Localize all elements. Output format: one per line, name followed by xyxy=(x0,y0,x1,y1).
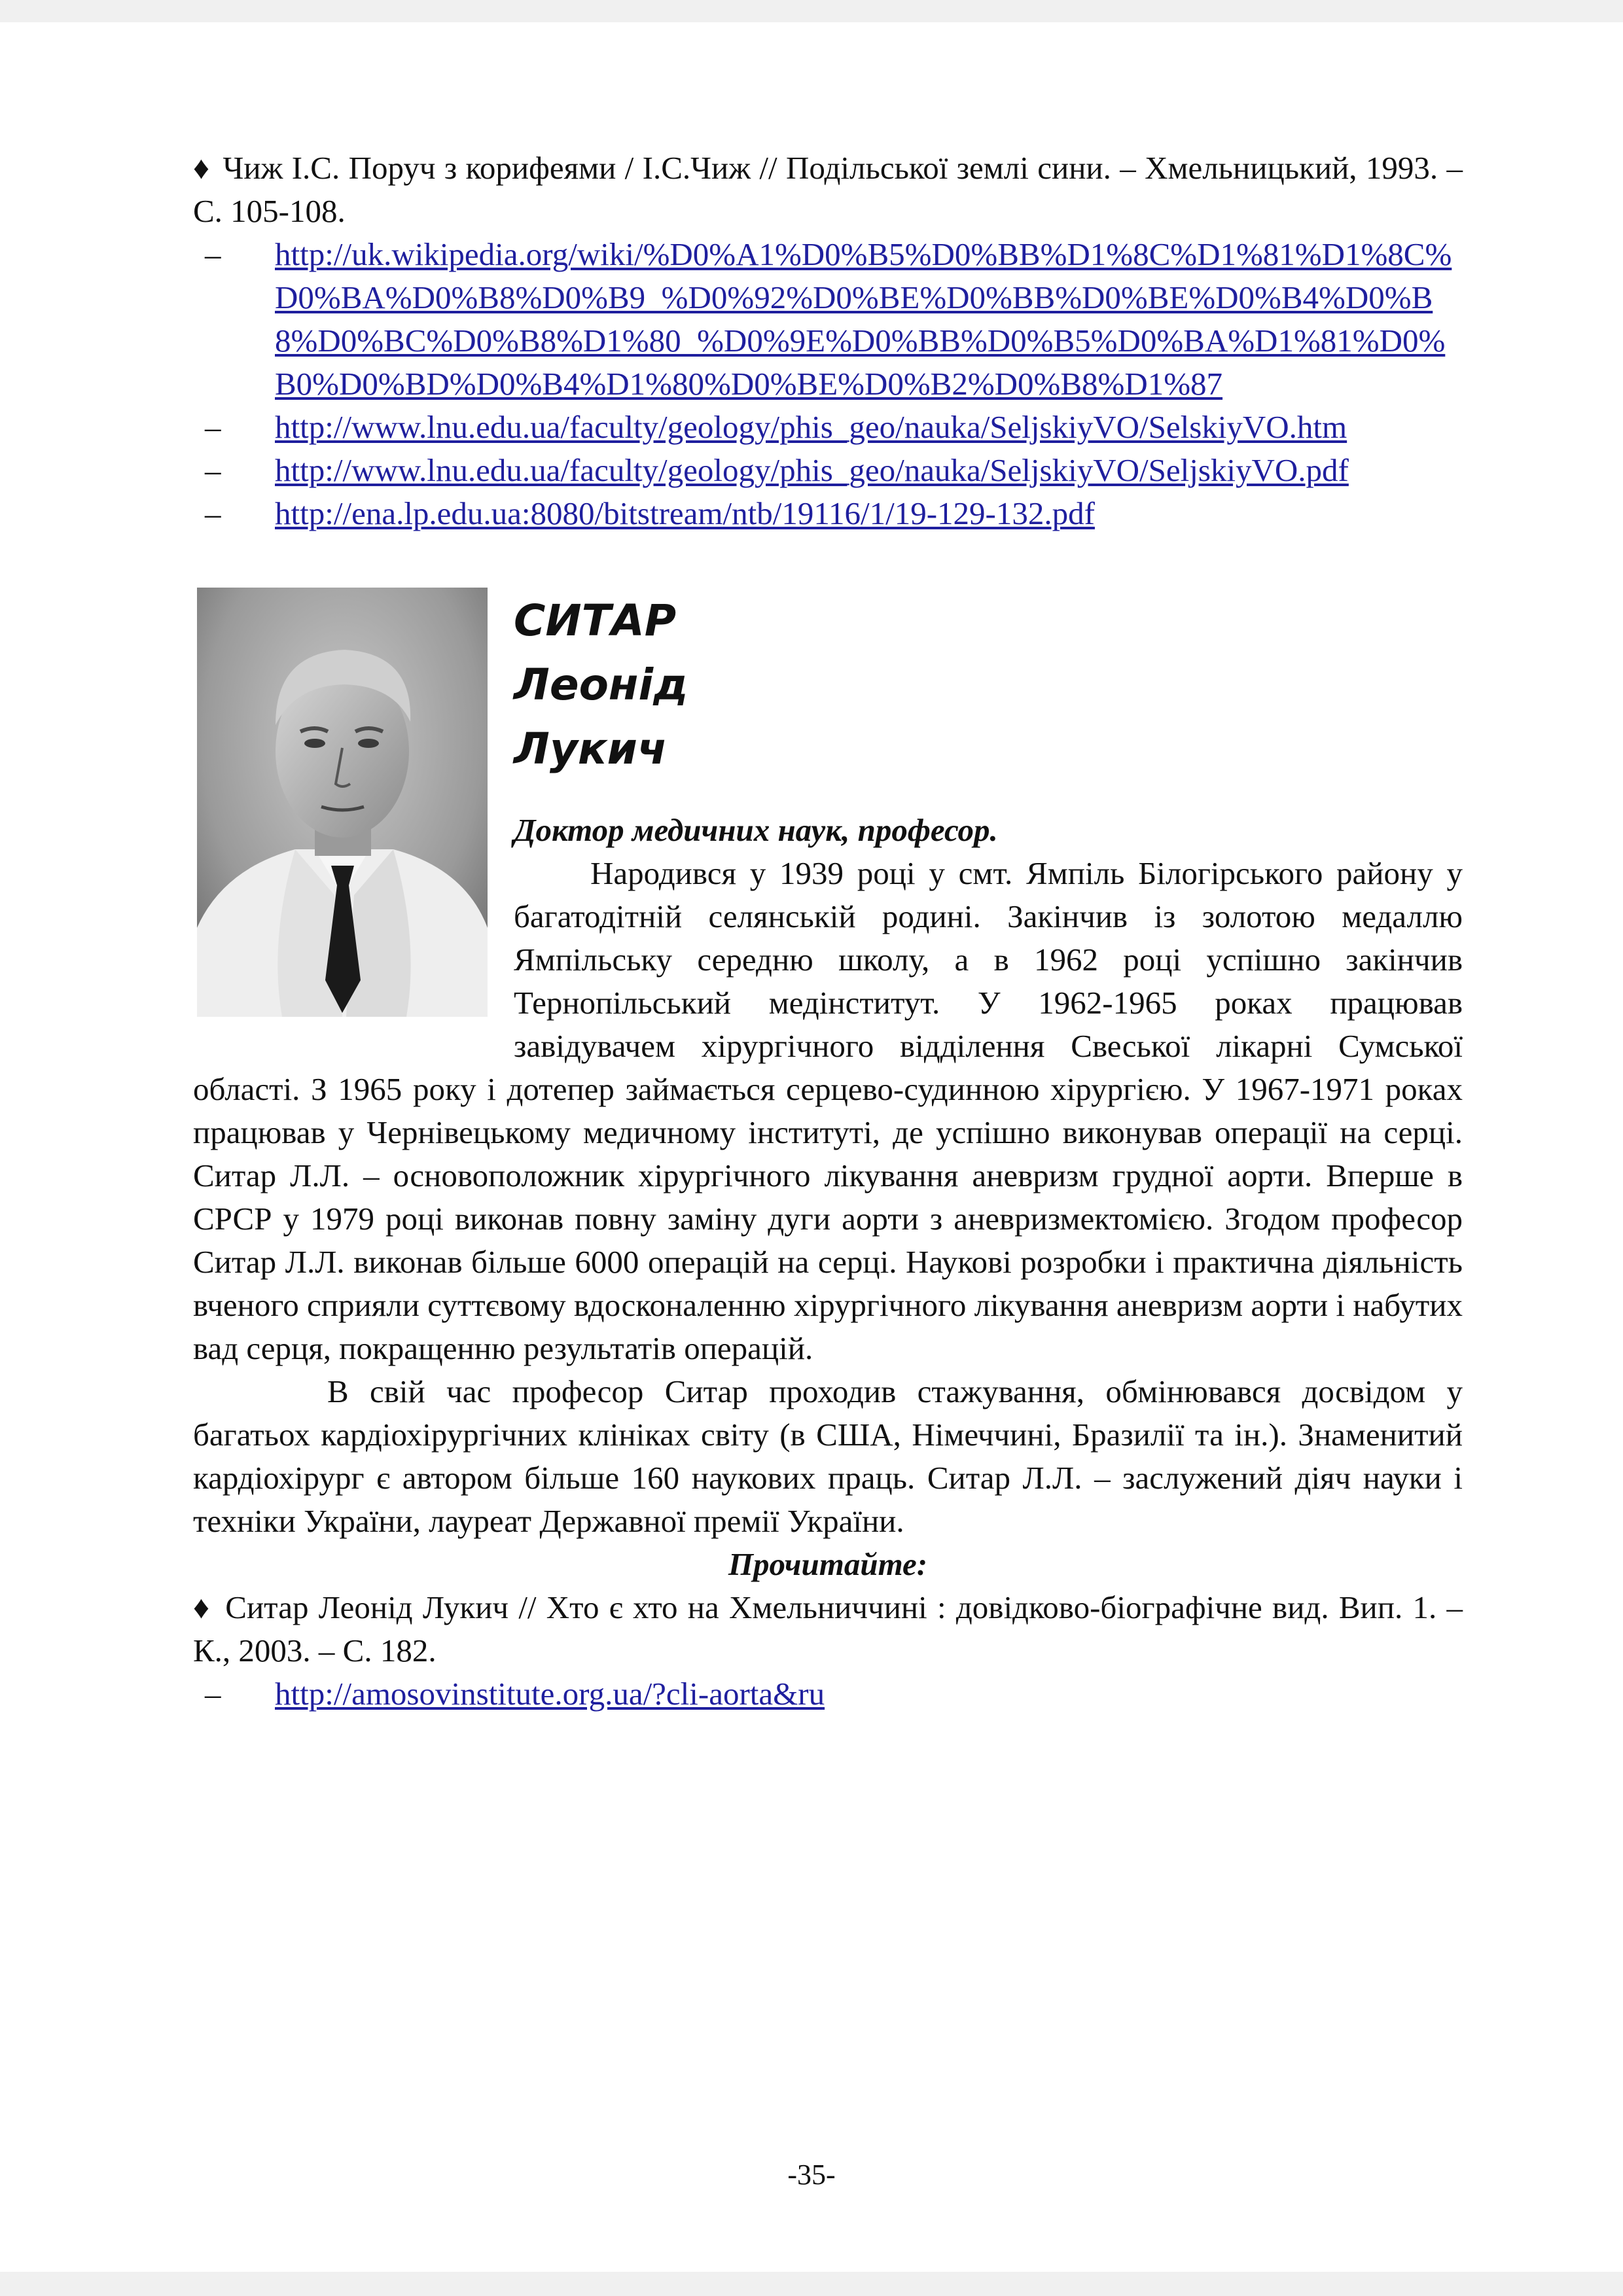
dash-marker: – xyxy=(205,409,221,445)
top-citation xyxy=(193,147,1463,233)
lnu-htm-link[interactable]: http://www.lnu.edu.ua/faculty/geology/phis_geo/nauka/SeljskiyVO/SelskiyVO.htm xyxy=(275,409,1347,445)
read-citation xyxy=(193,1586,1463,1672)
dash-marker: – xyxy=(205,236,221,272)
read-section-heading: Прочитайте: xyxy=(728,1546,928,1582)
lnu-pdf-link[interactable]: http://www.lnu.edu.ua/faculty/geology/phis_geo/nauka/SeljskiyVO/SeljskiyVO.pdf xyxy=(275,452,1349,488)
list-item xyxy=(193,1672,1463,1716)
top-citation-text: Чиж І.С. Поруч з корифеями / І.С.Чиж // Подільської землі сини. – Хмельницький, 1993. – С. 105-108. xyxy=(193,150,1463,229)
page-content xyxy=(193,147,1463,1716)
bullet-diamond-icon: ♦ xyxy=(193,1589,212,1625)
academic-title: Доктор медичних наук, професор. xyxy=(514,812,998,848)
top-links-list xyxy=(193,233,1463,535)
page-number: -35- xyxy=(787,2159,836,2191)
list-item xyxy=(193,233,1463,406)
person-surname: СИТАР xyxy=(514,595,677,646)
person-first-name: Леонід xyxy=(514,660,688,710)
read-citation-text: Ситар Леонід Лукич // Хто є хто на Хмельниччині : довідково-біографічне вид. Вип. 1. – К., 2003. – С. 182. xyxy=(193,1589,1463,1669)
dash-marker: – xyxy=(205,495,221,531)
person-patronymic: Лукич xyxy=(514,724,668,774)
biography-paragraph-1: Народився у 1939 році у смт. Ямпіль Білогірського району у багатодітній селянській родині. Закінчив із золотою медаллю Ямпільську середню школу, а в 1962 році успішно закінчив Тернопільський медінститут. У 1962-1965 роках працював завідувачем хірургічного відділення Свеської лікарні Сумської області. З 1965 року і дотепер займається серцево-судинною хірургією. У 1967-1971 роках працював у Чернівецькому медичному інституті, де успішно виконував операції на серці. Ситар Л.Л. – основоположник хірургічного лікування аневризм грудної аорти. Вперше в СРСР у 1979 році виконав повну заміну дуги аорти з аневризмектомією. Згодом професор Ситар Л.Л. виконав більше 6000 операцій на серці. Наукові розробки і практична діяльність вченого сприяли суттєвому вдосконаленню хірургічного лікування аневризм аорти і набутих вад серця, покращенню результатів операцій. xyxy=(193,855,1463,1366)
read-links-list xyxy=(193,1672,1463,1716)
amosov-institute-link[interactable]: http://amosovinstitute.org.ua/?cli-aorta&ru xyxy=(275,1676,825,1712)
dash-marker: – xyxy=(205,452,221,488)
document-page xyxy=(0,22,1623,2272)
list-item xyxy=(193,492,1463,535)
list-item xyxy=(193,406,1463,449)
list-item xyxy=(193,449,1463,492)
ena-pdf-link[interactable]: http://ena.lp.edu.ua:8080/bitstream/ntb/19116/1/19-129-132.pdf xyxy=(275,495,1095,531)
dash-marker: – xyxy=(205,1676,221,1712)
portrait-photo xyxy=(197,588,488,1017)
bullet-diamond-icon: ♦ xyxy=(193,150,211,186)
biography-paragraph-2: В свій час професор Ситар проходив стажування, обмінювався досвідом у багатьох кардіохірургічних клініках світу (в США, Німеччині, Бразилії та ін.). Знаменитий кардіохірург є автором більше 160 наукових праць. Ситар Л.Л. – заслужений діяч науки і техніки України, лауреат Державної премії України. xyxy=(193,1373,1463,1539)
wikipedia-link[interactable]: http://uk.wikipedia.org/wiki/%D0%A1%D0%B5%D0%BB%D1%8C%D1%81%D1%8C%D0%BA%D0%B8%D0%B9_%D0%92%D0%BE%D0%BB%D0%BE%D0%B4%D0%B8%D0%BC%D0%B8%D1%80_%D0%9E%D0%BB%D0%B5%D0%BA%D1%81%D0%B0%D0%BD%D0%B4%D1%80%D0%BE%D0%B2%D0%B8%D1%87 xyxy=(275,236,1452,402)
biography-section xyxy=(193,588,1463,1543)
